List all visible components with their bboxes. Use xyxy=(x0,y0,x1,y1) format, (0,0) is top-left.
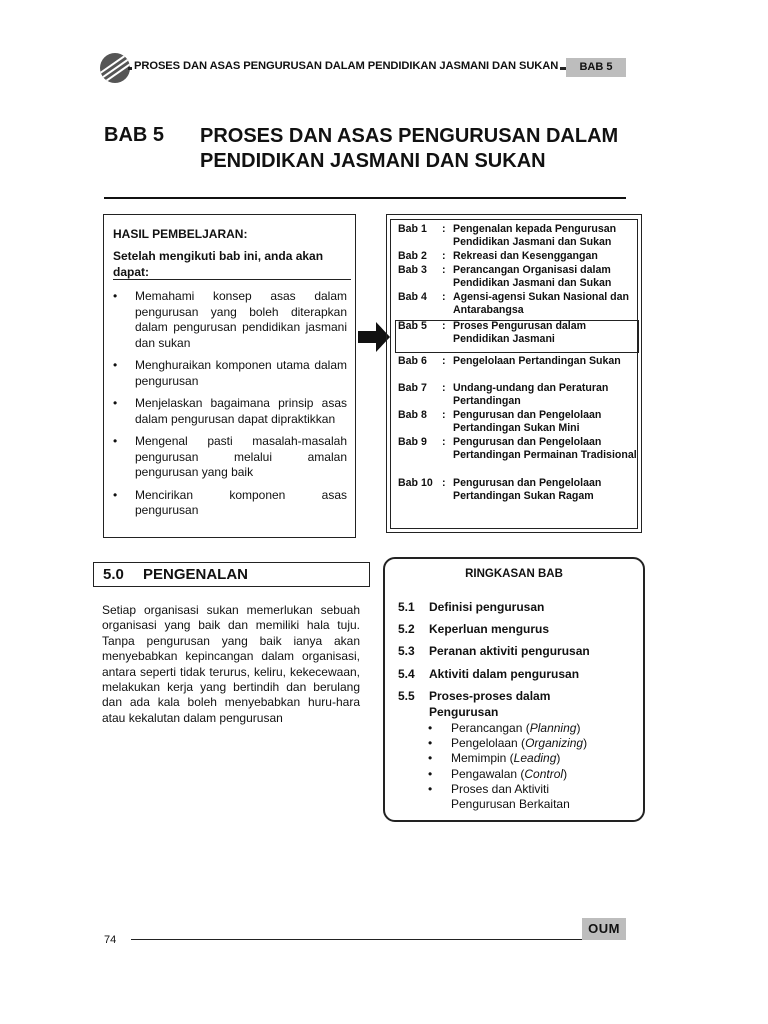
list-item: • Memahami konsep asas dalam pengurusan yang boleh diterapkan dalam pengurusan pendidikan jasmani dan sukan xyxy=(113,289,347,350)
section-body: Setiap organisasi sukan memerlukan sebuah organisasi yang baik dan memiliki hala tuju. Tanpa pengurusan yang baik ianya akan menyebabkan kepincangan dalam organisasi, antara seperti tidak terurus, keliru, kekecewaan, melakukan kerja yang bertindih dan berulang dan ada kala boleh menyebabkan huru-hara atau kekalutan dalam pengurusan xyxy=(102,603,360,725)
bullet-icon: • xyxy=(113,396,118,410)
oum-logo-icon xyxy=(100,53,130,83)
list-item: • Menjelaskan bagaimana prinsip asas dalam pengurusan dapat dipraktikkan xyxy=(113,396,347,426)
learning-outcomes-heading: HASIL PEMBELJARAN: xyxy=(113,227,248,241)
bullet-icon: • xyxy=(113,487,118,502)
chapter-title: PROSES DAN ASAS PENGURUSAN DALAM PENDIDIKAN JASMANI DAN SUKAN xyxy=(200,125,619,172)
chapter-number: BAB 5 xyxy=(104,124,165,146)
bullet-icon: • xyxy=(113,289,118,303)
bullet-icon: • xyxy=(428,782,433,796)
bullet-icon: • xyxy=(428,736,433,750)
bullet-icon: • xyxy=(428,751,433,765)
learning-outcomes-rule xyxy=(113,279,351,280)
chapter-summary-title: RINGKASAN BAB xyxy=(465,568,563,580)
bullet-icon: • xyxy=(428,721,433,735)
list-item: • Mencirikan komponen asas pengurusan xyxy=(113,487,347,517)
learning-outcomes-box xyxy=(103,214,356,538)
page-number: 74 xyxy=(104,934,117,946)
list-item: • Menghuraikan komponen utama dalam pengurusan xyxy=(113,358,347,388)
list-item: • Mengenal pasti masalah-masalah pengurusan melalui amalan pengurusan yang baik xyxy=(113,434,347,479)
chapter-title-rule xyxy=(104,197,626,199)
learning-outcomes-list xyxy=(113,289,347,526)
oum-brand-tag: OUM xyxy=(582,918,626,940)
learning-outcomes-intro: Setelah mengikuti bab ini, anda akan dapat: xyxy=(113,249,324,279)
running-title: PROSES DAN ASAS PENGURUSAN DALAM PENDIDIKAN JASMANI DAN SUKAN xyxy=(134,60,559,72)
header-chapter-tag: BAB 5 xyxy=(566,58,626,77)
bullet-icon: • xyxy=(113,358,118,372)
section-title: PENGENALAN xyxy=(143,566,249,583)
footer-rule xyxy=(131,939,624,940)
section-number: 5.0 xyxy=(103,566,124,583)
bullet-icon: • xyxy=(428,767,433,781)
bullet-icon: • xyxy=(113,434,118,448)
